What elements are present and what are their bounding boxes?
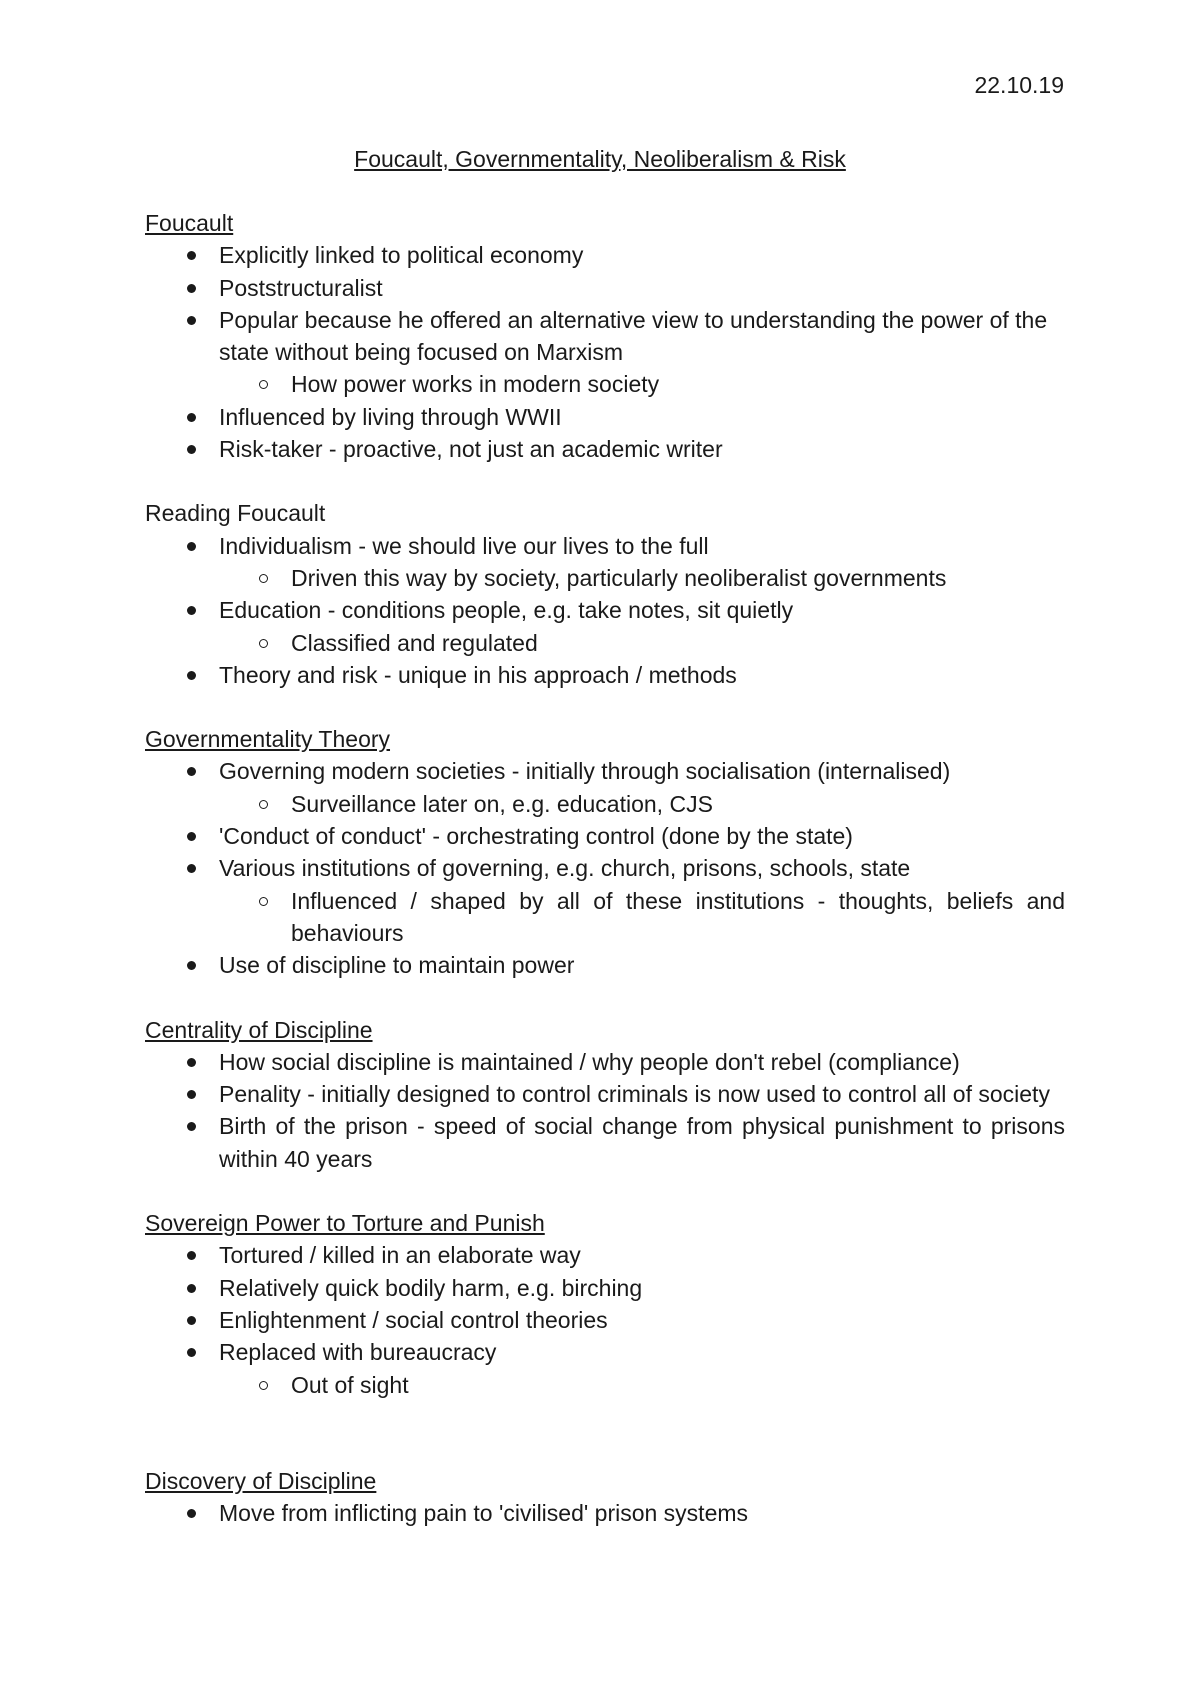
bullet-item — [145, 1497, 1065, 1529]
bullet-item — [145, 755, 1065, 787]
sub-bullet-item — [145, 368, 1065, 400]
bullet-text: Move from inflicting pain to 'civilised' prison systems — [219, 1500, 749, 1527]
filled-disc-bullet-icon — [187, 542, 196, 551]
notes-section — [145, 1014, 1065, 1175]
hollow-circle-bullet-icon — [259, 574, 268, 583]
bullet-text: Penality - initially designed to control criminals is now used to control all of society — [219, 1081, 1050, 1108]
sub-bullet-item — [145, 885, 1065, 950]
filled-disc-bullet-icon — [187, 961, 196, 970]
hollow-circle-bullet-icon — [259, 800, 268, 809]
sub-bullet-item — [145, 1369, 1065, 1401]
section-heading: Governmentality Theory — [145, 726, 391, 753]
filled-disc-bullet-icon — [187, 284, 196, 293]
bullet-list — [145, 755, 1065, 981]
hollow-circle-bullet-icon — [259, 380, 268, 389]
sub-bullet-item — [145, 788, 1065, 820]
notes-section — [145, 1465, 1065, 1530]
bullet-text: Popular because he offered an alternative view to understanding the power of the state without being focused on Marxism — [219, 306, 1048, 366]
filled-disc-bullet-icon — [187, 413, 196, 422]
notes-section — [145, 497, 1065, 691]
bullet-text: Influenced / shaped by all of these institutions - thoughts, beliefs and behaviours — [291, 887, 1065, 946]
bullet-list — [145, 1497, 1065, 1529]
filled-disc-bullet-icon — [187, 1122, 196, 1131]
bullet-text: Enlightenment / social control theories — [219, 1306, 608, 1333]
bullet-item — [145, 1046, 1065, 1078]
bullet-list — [145, 1239, 1065, 1400]
filled-disc-bullet-icon — [187, 1316, 196, 1325]
filled-disc-bullet-icon — [187, 1509, 196, 1518]
filled-disc-bullet-icon — [187, 606, 196, 615]
bullet-text: Explicitly linked to political economy — [219, 242, 584, 269]
section-heading: Centrality of Discipline — [145, 1016, 373, 1043]
filled-disc-bullet-icon — [187, 251, 196, 260]
filled-disc-bullet-icon — [187, 445, 196, 454]
sub-bullet-item — [145, 562, 1065, 594]
notes-body — [145, 207, 1065, 1561]
filled-disc-bullet-icon — [187, 832, 196, 841]
bullet-item — [145, 852, 1065, 884]
filled-disc-bullet-icon — [187, 864, 196, 873]
sub-bullet-item — [145, 627, 1065, 659]
filled-disc-bullet-icon — [187, 1090, 196, 1099]
bullet-text: Governing modern societies - initially through socialisation (internalised) — [219, 758, 951, 785]
bullet-item — [145, 1336, 1065, 1368]
bullet-text: Out of sight — [291, 1371, 409, 1398]
bullet-text: How social discipline is maintained / why people don't rebel (compliance) — [219, 1048, 960, 1075]
bullet-text: Poststructuralist — [219, 274, 383, 301]
filled-disc-bullet-icon — [187, 1058, 196, 1067]
document-title: Foucault, Governmentality, Neoliberalism & Risk — [354, 146, 846, 172]
bullet-text: Risk-taker - proactive, not just an academic writer — [219, 436, 723, 463]
hollow-circle-bullet-icon — [259, 639, 268, 648]
section-heading: Sovereign Power to Torture and Punish — [145, 1210, 545, 1237]
document-date: 22.10.19 — [974, 72, 1064, 98]
bullet-item — [145, 530, 1065, 562]
bullet-list — [145, 1046, 1065, 1175]
notes-section — [145, 207, 1065, 465]
bullet-item — [145, 1239, 1065, 1271]
hollow-circle-bullet-icon — [259, 897, 268, 906]
bullet-item — [145, 272, 1065, 304]
bullet-item — [145, 1078, 1065, 1110]
bullet-text: 'Conduct of conduct' - orchestrating control (done by the state) — [219, 823, 853, 850]
bullet-text: Driven this way by society, particularly neoliberalist governments — [291, 564, 947, 591]
notes-section — [145, 1207, 1065, 1401]
bullet-text: Education - conditions people, e.g. take notes, sit quietly — [219, 597, 794, 624]
filled-disc-bullet-icon — [187, 671, 196, 680]
section-heading: Reading Foucault — [145, 500, 326, 527]
bullet-item — [145, 401, 1065, 433]
filled-disc-bullet-icon — [187, 1348, 196, 1357]
bullet-item — [145, 820, 1065, 852]
bullet-item — [145, 239, 1065, 271]
bullet-item — [145, 433, 1065, 465]
bullet-list — [145, 239, 1065, 465]
bullet-text: How power works in modern society — [291, 371, 660, 398]
bullet-item — [145, 659, 1065, 691]
bullet-text: Relatively quick bodily harm, e.g. birching — [219, 1274, 643, 1301]
bullet-text: Classified and regulated — [291, 629, 538, 656]
bullet-text: Theory and risk - unique in his approach / methods — [219, 661, 737, 688]
bullet-text: Individualism - we should live our lives to the full — [219, 532, 709, 559]
bullet-item — [145, 1304, 1065, 1336]
bullet-text: Use of discipline to maintain power — [219, 952, 575, 979]
bullet-item — [145, 594, 1065, 626]
filled-disc-bullet-icon — [187, 1284, 196, 1293]
bullet-text: Tortured / killed in an elaborate way — [219, 1242, 581, 1269]
filled-disc-bullet-icon — [187, 767, 196, 776]
bullet-text: Birth of the prison - speed of social change from physical punishment to prisons within 40 years — [219, 1113, 1065, 1172]
filled-disc-bullet-icon — [187, 316, 196, 325]
bullet-item — [145, 304, 1065, 369]
bullet-text: Influenced by living through WWII — [219, 403, 562, 430]
hollow-circle-bullet-icon — [259, 1381, 268, 1390]
section-heading: Discovery of Discipline — [145, 1467, 377, 1494]
bullet-item — [145, 1272, 1065, 1304]
bullet-text: Various institutions of governing, e.g. church, prisons, schools, state — [219, 855, 911, 882]
bullet-text: Surveillance later on, e.g. education, CJS — [291, 790, 713, 817]
section-heading: Foucault — [145, 210, 234, 236]
bullet-item — [145, 949, 1065, 981]
bullet-item — [145, 1110, 1065, 1175]
bullet-list — [145, 530, 1065, 691]
bullet-text: Replaced with bureaucracy — [219, 1339, 497, 1366]
filled-disc-bullet-icon — [187, 1251, 196, 1260]
notes-section — [145, 723, 1065, 981]
